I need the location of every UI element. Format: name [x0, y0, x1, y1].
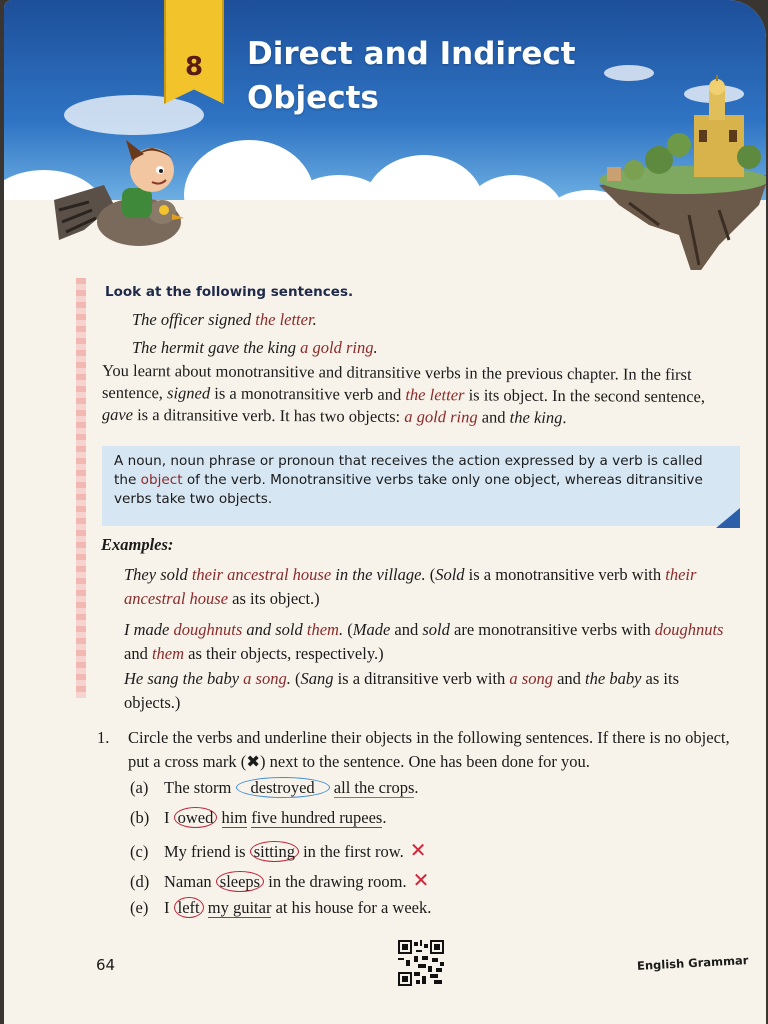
chapter-title-line1: Direct and Indirect — [247, 36, 576, 72]
exercise-item-b — [130, 808, 386, 828]
example-text: in the village. — [331, 565, 426, 584]
example-text: They sold — [124, 565, 192, 584]
example-text: ( — [290, 669, 301, 688]
sentence-text: The officer signed — [132, 310, 256, 329]
item-text: in the first row. — [298, 842, 404, 861]
paragraph-text: . — [562, 408, 567, 428]
item-text: . — [414, 778, 419, 797]
example-text: ( — [425, 565, 436, 584]
item-label: (c) — [130, 842, 149, 861]
example-text: and — [124, 644, 152, 663]
item-label: (a) — [130, 778, 149, 797]
chapter-title — [247, 32, 627, 120]
example-text: is a monotransitive verb with — [464, 565, 666, 584]
exercise-item-e — [130, 898, 431, 918]
exercise-item-a — [130, 778, 419, 798]
item-label: (d) — [130, 872, 150, 891]
example-object: their ancestral house — [191, 565, 332, 584]
example-1 — [124, 563, 734, 611]
circled-verb: sitting — [250, 841, 299, 862]
example-text: . — [338, 620, 344, 639]
circled-verb: sleeps — [216, 871, 264, 892]
example-object: the baby — [585, 669, 642, 688]
example-text: as its object.) — [228, 589, 320, 608]
item-text: I — [164, 808, 174, 827]
underlined-object: five hundred rupees — [251, 808, 383, 827]
example-text: are monotransitive verbs with — [449, 620, 655, 639]
chapter-title-line2: Objects — [247, 80, 379, 116]
paragraph-text: You learnt about monotransitive and ditransitive verbs in the previous chapter. In the first sentence, — [101, 360, 692, 403]
object-term: the king — [509, 407, 563, 428]
example-text: and — [390, 620, 423, 639]
example-sentence-2 — [132, 337, 378, 359]
chapter-banner — [4, 0, 766, 270]
sentence-text: . — [373, 338, 378, 357]
example-2 — [124, 618, 734, 666]
definition-part: of the verb. Monotransitive verbs take only one object, whereas ditransitive verbs take two objects. — [114, 472, 703, 507]
exercise-number: 1. — [97, 728, 110, 747]
example-text: and sold — [242, 620, 307, 639]
item-text: The storm — [164, 778, 236, 797]
cross-mark-icon: ✕ — [409, 838, 427, 862]
sentence-object: a gold ring — [300, 338, 374, 357]
example-verb: Sang — [300, 669, 334, 688]
exercise-instruction: Circle the verbs and underline their objects in the following sentences. If there is no object, put a cross mark (✖) next to the sentence. One has been done for you. — [128, 728, 730, 771]
item-text: Naman — [164, 872, 216, 891]
item-label: (b) — [130, 808, 150, 827]
verb-term: signed — [167, 383, 211, 403]
example-object: a song — [243, 669, 287, 688]
circled-verb: owed — [174, 807, 218, 828]
qr-code-icon[interactable] — [398, 940, 444, 986]
example-object: them — [151, 644, 185, 663]
item-text: at his house for a week. — [271, 898, 432, 917]
example-text: . — [286, 669, 291, 688]
exercise-item-c — [130, 838, 427, 862]
example-text: and — [552, 669, 586, 688]
example-verb: sold — [422, 620, 450, 639]
sentence-text: . — [312, 310, 317, 329]
example-object: doughnuts — [173, 620, 243, 639]
examples-heading: Examples: — [101, 535, 174, 554]
example-text: is a ditransitive verb with — [333, 669, 510, 688]
circled-verb: left — [174, 897, 204, 918]
textbook-page — [4, 0, 766, 1024]
floating-castle-illustration — [599, 75, 766, 270]
example-object: their ancestral house — [124, 565, 697, 608]
intro-paragraph — [102, 360, 726, 430]
chapter-number: 8 — [184, 52, 204, 82]
item-text — [217, 808, 221, 827]
example-sentence-1 — [132, 309, 317, 331]
item-text: My friend is — [164, 842, 250, 861]
object-term: the letter — [405, 384, 465, 405]
example-text: ( — [343, 620, 353, 639]
example-text: I made — [124, 620, 174, 639]
paragraph-text: and — [477, 407, 510, 427]
item-label: (e) — [130, 898, 149, 917]
book-title: English Grammar — [636, 953, 749, 973]
definition-term: object — [140, 472, 183, 488]
item-text: in the drawing room. — [264, 872, 407, 891]
sentence-text: The hermit gave the king — [132, 338, 301, 357]
example-text: He sang the baby — [124, 669, 244, 688]
cloud — [64, 95, 204, 135]
example-verb: Made — [352, 620, 391, 639]
exercise-item-d — [130, 868, 429, 892]
paragraph-text: is a ditransitive verb. It has two objects: — [132, 405, 405, 426]
paragraph-text: is a monotransitive verb and — [210, 383, 406, 404]
verb-term: gave — [101, 404, 134, 425]
definition-text — [114, 452, 726, 509]
intro-heading: Look at the following sentences. — [105, 284, 354, 300]
paragraph-text: is its object. In the second sentence, — [464, 385, 706, 407]
underlined-object: him — [221, 808, 248, 827]
example-verb: Sold — [435, 565, 465, 584]
definition-part: A noun, noun phrase or pronoun that receives the action expressed by a verb is called the — [114, 453, 703, 488]
example-object: a song — [509, 669, 553, 688]
object-term: a gold ring — [404, 406, 478, 427]
example-text: as its objects.) — [124, 669, 679, 712]
item-text: I — [164, 898, 174, 917]
example-object: doughnuts — [654, 620, 724, 639]
page-number: 64 — [96, 956, 116, 974]
margin-stripe — [76, 278, 86, 698]
example-3 — [124, 667, 724, 715]
circled-verb: destroyed — [236, 777, 330, 798]
cross-mark-icon: ✕ — [412, 868, 430, 892]
boy-on-owl-illustration — [44, 130, 204, 260]
example-object: them — [306, 620, 339, 639]
sentence-object: the letter — [255, 310, 313, 329]
item-text: . — [382, 808, 387, 827]
underlined-object: all the crops — [333, 778, 415, 797]
example-text: as their objects, respectively.) — [184, 644, 384, 663]
underlined-object: my guitar — [207, 898, 272, 917]
